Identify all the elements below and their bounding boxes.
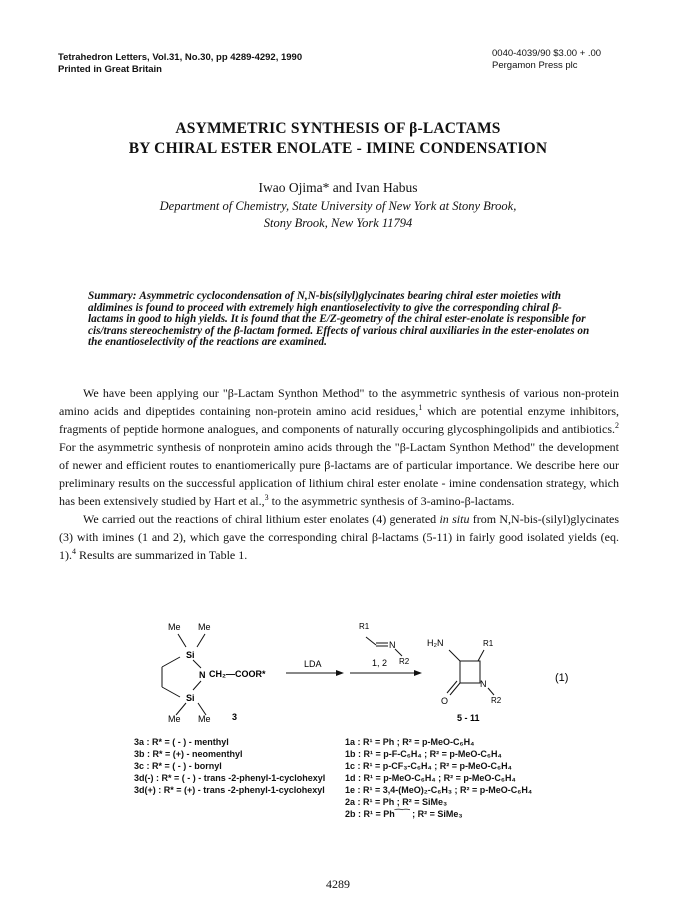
p1-part-b: which are potential enzyme inhibitors, fragments of peptide hormone analogues, and components of naturally occuring glycosphingolipids and antibiotics.: [59, 404, 620, 436]
paragraph-2: [59, 510, 619, 564]
imine-r2: R2: [399, 657, 410, 666]
printed-line: Printed in Great Britain: [58, 64, 162, 75]
imine-item: 1c : R¹ = p-CF₃-C₆H₄ ; R² = p-MeO-C₆H₄: [345, 761, 512, 771]
publisher-name: Pergamon Press plc: [492, 60, 578, 71]
product-r2: R2: [491, 696, 502, 705]
auxiliary-item: 3a : R* = ( - ) - menthyl: [134, 737, 229, 747]
product-r1: R1: [483, 639, 494, 648]
imine-item: 1b : R¹ = p-F-C₆H₄ ; R² = p-MeO-C₆H₄: [345, 749, 502, 759]
p1-part-c: For the asymmetric synthesis of nonprotein amino acids through the "β-Lactam Synthon Method" the development of newer and efficient routes to enantiomerically pure β-lactams are of particular importance. We describe here our preliminary results on the successful application of lithium chiral ester enolate - imine condensation strategy, which has been extensively studied by Hart et al.,: [59, 440, 619, 508]
ch2-coor: CH₂—COOR*: [209, 669, 266, 679]
compound-3-label: 3: [232, 712, 238, 722]
ref-2: 2: [615, 421, 619, 430]
p1-part-a: We have been applying our "β-Lactam Synthon Method" to the asymmetric synthesis of various non-protein amino acids and dipeptides containing non-protein amino acid residues,: [59, 386, 619, 418]
title-line-1: ASYMMETRIC SYNTHESIS OF β-LACTAMS: [175, 120, 501, 137]
auxiliary-item: 3d(+) : R* = (+) - trans -2-phenyl-1-cyclohexyl: [134, 785, 325, 795]
affiliation-line-2: Stony Brook, New York 11794: [263, 216, 413, 230]
p2-part-b: from N,N-bis-(silyl)glycinates (3) with imines (1 and 2), which gave the corresponding chiral β-lactams (5-11) in fairly good isolated yields (eq. 1).: [59, 512, 620, 562]
auxiliary-item: 3b : R* = (+) - neomenthyl: [134, 749, 243, 759]
summary: [88, 291, 594, 349]
p1-part-d: to the asymmetric synthesis of 3-amino-β-lactams.: [268, 494, 515, 508]
page-number: 4289: [326, 877, 350, 891]
imine-item: 1a : R¹ = Ph ; R² = p-MeO-C₆H₄: [345, 737, 475, 747]
imine-item: 2a : R¹ = Ph ; R² = SiMe₃: [345, 797, 448, 807]
author-names: Iwao Ojima* and Ivan Habus: [258, 180, 418, 195]
title-line-2: BY CHIRAL ESTER ENOLATE - IMINE CONDENSATION: [128, 140, 548, 157]
publisher-info: [492, 48, 601, 72]
journal-line: Tetrahedron Letters, Vol.31, No.30, pp 4289-4292, 1990: [58, 52, 303, 63]
product-n: N: [480, 679, 487, 689]
imine-item: 1d : R¹ = p-MeO-C₆H₄ ; R² = p-MeO-C₆H₄: [345, 773, 516, 783]
p2-in-situ: in situ: [439, 512, 470, 526]
auxiliary-item: 3c : R* = ( - ) - bornyl: [134, 761, 222, 771]
reagents-label: 1, 2: [372, 658, 388, 668]
me-top-left: Me: [168, 622, 181, 632]
me-top-right: Me: [198, 622, 211, 632]
si-bottom: Si: [186, 693, 195, 703]
imine-list: [345, 736, 532, 820]
price-code: 0040-4039/90 $3.00 + .00: [492, 48, 602, 59]
si-top: Si: [186, 650, 195, 660]
body-text: [59, 384, 619, 564]
h2n-label: H₂N: [427, 638, 444, 648]
imine-item: 1e : R¹ = 3,4-(MeO)₂-C₆H₃ ; R² = p-MeO-C₆H₄: [345, 785, 533, 795]
affiliation-line-1: Department of Chemistry, State University of New York at Stony Brook,: [159, 199, 517, 213]
product-o: O: [441, 696, 449, 706]
auxiliary-item: 3d(-) : R* = ( - ) - trans -2-phenyl-1-cyclohexyl: [134, 773, 326, 783]
equation-number: (1): [555, 672, 569, 684]
ref-1: 1: [418, 403, 423, 412]
auxiliary-list: [134, 736, 325, 796]
imine-r1: R1: [359, 622, 370, 631]
summary-text: Asymmetric cyclocondensation of N,N-bis(silyl)glycinates bearing chiral ester moieties with aldimines is found to proceed with extremely high enantioselectivity to give the corresponding chiral β-lactams in good to high yields. It is found that the E/Z-geometry of the chiral ester-enolate is responsible for cis/trans stereochemistry of the β-lactam formed. Effects of various chiral auxiliaries in the ester-enolates on the enantioselectivity of the reactions are examined.: [88, 290, 590, 349]
p2-part-a: We carried out the reactions of chiral lithium ester enolates (4) generated: [83, 512, 440, 526]
n-atom: N: [199, 670, 206, 680]
me-bottom-right: Me: [198, 714, 211, 724]
paragraph-1: [59, 384, 619, 510]
imine-n: N: [389, 640, 396, 650]
compound-range-label: 5 - 11: [457, 713, 480, 723]
ref-3: 3: [264, 493, 269, 502]
imine-item: 2b : R¹ = Ph⁀⁀ ; R² = SiMe₃: [345, 809, 463, 819]
lda-label: LDA: [304, 659, 322, 669]
reaction-scheme: [0, 615, 676, 735]
summary-label: Summary:: [88, 290, 137, 302]
me-bottom-left: Me: [168, 714, 181, 724]
ref-4: 4: [72, 547, 76, 556]
journal-citation: [58, 52, 302, 76]
p2-part-c: Results are summarized in Table 1.: [76, 548, 248, 562]
